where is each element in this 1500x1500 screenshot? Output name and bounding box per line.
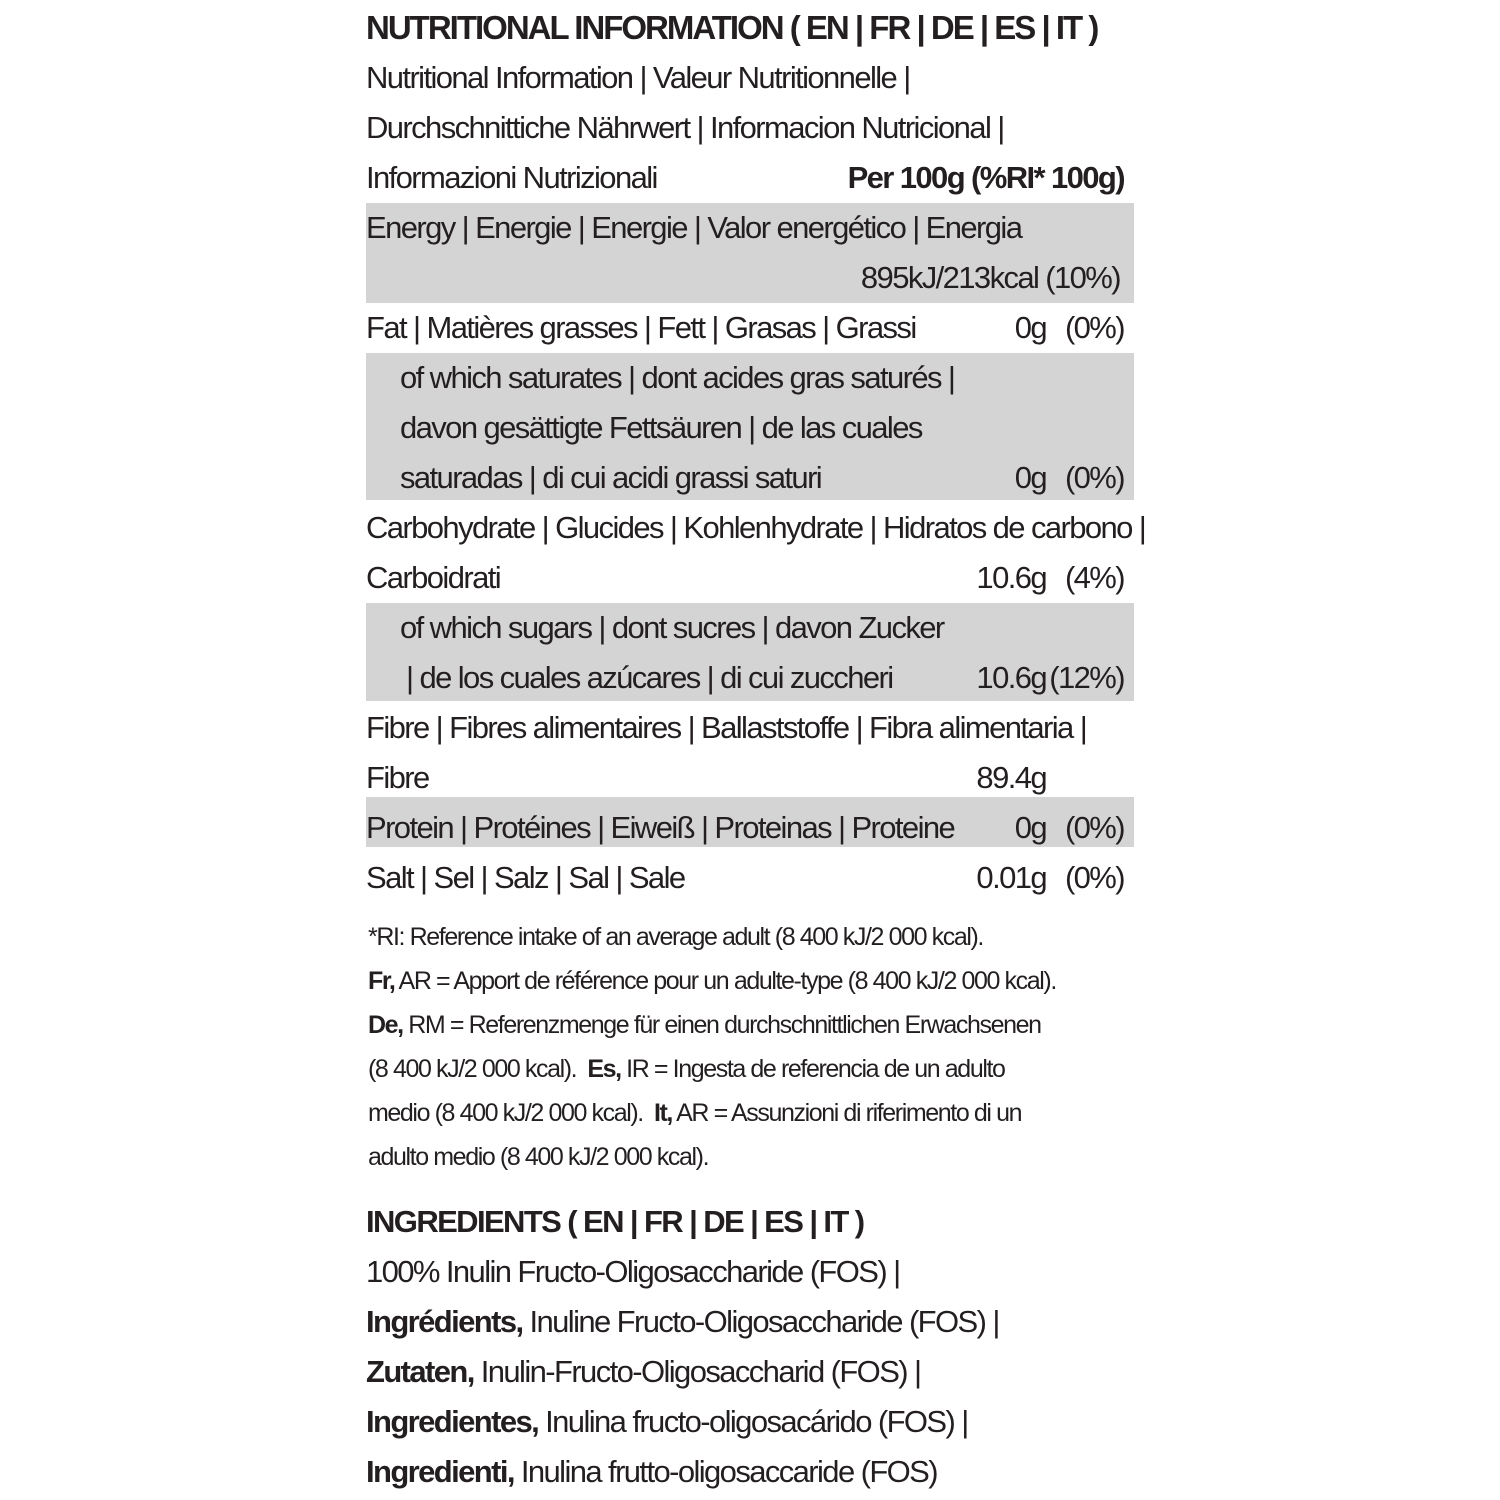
carbohydrate-line-1: Carbohydrate | Glucides | Kohlenhydrate | Hidratos de carbono | — [366, 510, 1146, 545]
ingredients-fr — [366, 1297, 1136, 1347]
saturates-percent: (0%) — [1064, 460, 1124, 495]
ingredients-fr-text: Inuline Fructo-Oligosaccharide (FOS) | — [522, 1304, 999, 1339]
footnote-de-text: RM = Referenzmenge für einen durchschnittlichen Erwachsenen — [402, 1011, 1041, 1039]
sugars-percent: (12%) — [1049, 660, 1124, 695]
ingredients-it — [366, 1447, 1136, 1497]
saturates-amount: 0g — [1014, 460, 1046, 495]
footnote-line-6: adulto medio (8 400 kJ/2 000 kcal). — [368, 1143, 709, 1171]
sugars-line-2: | de los cuales azúcares | di cui zuccheri — [406, 660, 893, 695]
header-line-1: Nutritional Information | Valeur Nutritionnelle | — [366, 60, 910, 95]
carbohydrate-line-2: Carboidrati — [366, 560, 501, 595]
fibre-row — [366, 753, 1134, 803]
per-100g-label: Per 100g (%RI* 100g) — [847, 160, 1124, 195]
carbohydrate-row — [366, 553, 1134, 603]
fat-row — [366, 303, 1134, 353]
ingredients-es-text: Inulina fructo-oligosacárido (FOS) | — [538, 1404, 968, 1439]
sugars-amount: 10.6g — [976, 660, 1046, 695]
fat-amount: 0g — [1014, 310, 1046, 345]
salt-label: Salt | Sel | Salz | Sal | Sale — [366, 860, 685, 895]
footnote-es-text: IR = Ingesta de referencia de un adulto — [620, 1055, 1005, 1083]
ingredients-title: INGREDIENTS ( EN | FR | DE | ES | IT ) — [366, 1204, 864, 1239]
footnote-it-text: AR = Assunzioni di riferimento di un — [671, 1099, 1022, 1127]
footnote-line-3 — [368, 1003, 1138, 1047]
protein-amount: 0g — [1014, 810, 1046, 845]
footnote-fr-code: Fr, — [368, 967, 395, 995]
fibre-amount: 89.4g — [976, 760, 1046, 795]
footnote-de-code: De, — [368, 1011, 403, 1039]
energy-label: Energy | Energie | Energie | Valor energético | Energia — [366, 210, 1022, 245]
fibre-line-2: Fibre — [366, 760, 429, 795]
footnote-line-2 — [368, 959, 1138, 1003]
ingredients-de-label: Zutaten, — [366, 1354, 474, 1389]
footnote-line-5 — [368, 1091, 1138, 1135]
carbohydrate-percent: (4%) — [1064, 560, 1124, 595]
ingredients-es — [366, 1397, 1136, 1447]
carbohydrate-amount: 10.6g — [976, 560, 1046, 595]
footnote-it-code: It, — [653, 1099, 672, 1127]
footnote-line-4 — [368, 1047, 1138, 1091]
protein-percent: (0%) — [1064, 810, 1124, 845]
saturates-line-1: of which saturates | dont acides gras saturés | — [400, 360, 955, 395]
ingredients-de — [366, 1347, 1136, 1397]
salt-row — [366, 853, 1134, 903]
footnote-es-code: Es, — [587, 1055, 621, 1083]
ingredients-it-text: Inulina frutto-oligosaccaride (FOS) — [513, 1454, 937, 1489]
sugars-line-1: of which sugars | dont sucres | davon Zucker — [400, 610, 944, 645]
nutrition-title: NUTRITIONAL INFORMATION ( EN | FR | DE | ES | IT ) — [366, 9, 1098, 46]
header-line-3-text: Informazioni Nutrizionali — [366, 160, 657, 195]
salt-amount: 0.01g — [976, 860, 1046, 895]
energy-value: 895kJ/213kcal (10%) — [860, 260, 1120, 295]
sugars-row — [366, 653, 1134, 703]
ingredients-en: 100% Inulin Fructo-Oligosaccharide (FOS) | — [366, 1254, 900, 1289]
energy-value-row — [366, 253, 1134, 303]
footnote-fr-text: AR = Apport de référence pour un adulte-type (8 400 kJ/2 000 kcal). — [394, 967, 1056, 995]
salt-percent: (0%) — [1064, 860, 1124, 895]
footnote-line-5-text: medio (8 400 kJ/2 000 kcal). — [368, 1099, 643, 1127]
footnote-line-4-text: (8 400 kJ/2 000 kcal). — [368, 1055, 577, 1083]
ingredients-fr-label: Ingrédients, — [366, 1304, 523, 1339]
saturates-line-2: davon gesättigte Fettsäuren | de las cuales — [400, 410, 922, 445]
ingredients-it-label: Ingredienti, — [366, 1454, 514, 1489]
footnote-line-1: *RI: Reference intake of an average adult (8 400 kJ/2 000 kcal). — [368, 923, 983, 951]
fat-percent: (0%) — [1064, 310, 1124, 345]
header-line-3 — [366, 153, 1134, 203]
protein-row — [366, 803, 1134, 853]
fibre-line-1: Fibre | Fibres alimentaires | Ballaststoffe | Fibra alimentaria | — [366, 710, 1087, 745]
header-line-2: Durchschnittiche Nährwert | Informacion Nutricional | — [366, 110, 1004, 145]
ingredients-es-label: Ingredientes, — [366, 1404, 539, 1439]
saturates-row — [366, 453, 1134, 503]
saturates-line-3: saturadas | di cui acidi grassi saturi — [400, 460, 822, 495]
ingredients-de-text: Inulin-Fructo-Oligosaccharid (FOS) | — [473, 1354, 921, 1389]
fat-label: Fat | Matières grasses | Fett | Grasas | Grassi — [366, 310, 916, 345]
protein-label: Protein | Protéines | Eiweiß | Proteinas | Proteine — [366, 810, 955, 845]
